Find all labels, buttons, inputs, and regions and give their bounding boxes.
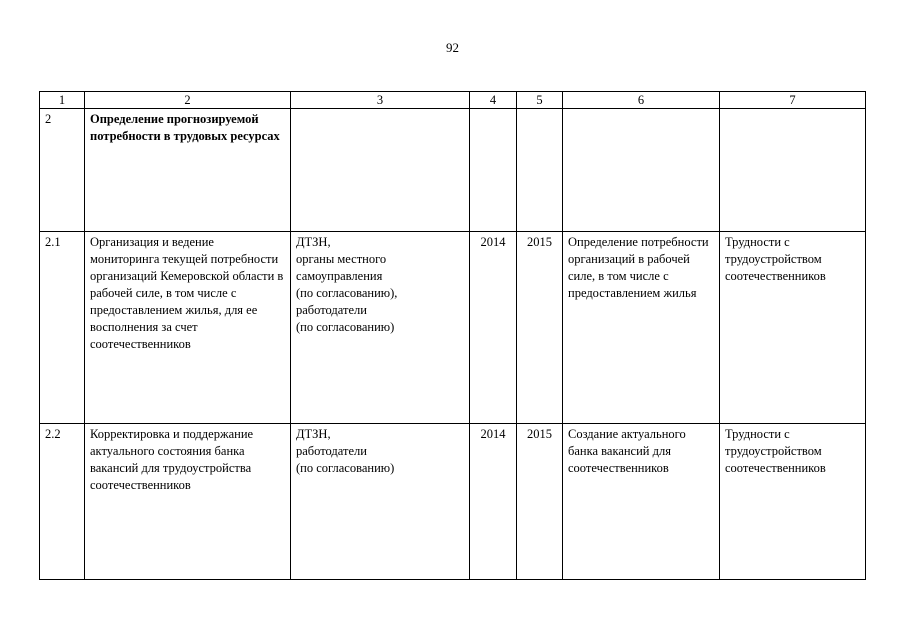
item-number: 2 xyxy=(40,109,85,232)
section-title: Определение прогнозируемой потребности в трудовых ресурсах xyxy=(85,109,291,232)
page-number: 92 xyxy=(446,40,459,55)
expected-result-cell: Создание актуального банка вакансий для соотечественников xyxy=(563,424,720,580)
table-row-section xyxy=(40,109,866,232)
start-year-cell: 2014 xyxy=(470,232,517,424)
executor-cell xyxy=(291,424,470,580)
start-year-cell: 2014 xyxy=(470,424,517,580)
column-number-4: 4 xyxy=(470,92,517,109)
end-year-cell: 2015 xyxy=(517,424,563,580)
activity-title: Организация и ведение мониторинга текущей потребности организаций Кемеровской области в рабочей силе, в том числе с предоставлением жилья, для ее восполнения за счет соотечественников xyxy=(85,232,291,424)
column-number-3: 3 xyxy=(291,92,470,109)
column-number-5: 5 xyxy=(517,92,563,109)
executor-text: ДТЗН, органы местного самоуправления (по согласованию), работодатели (по согласованию) xyxy=(296,235,398,334)
start-year-cell xyxy=(470,109,517,232)
item-number: 2.2 xyxy=(40,424,85,580)
problem-cell: Трудности с трудоустройством соотечественников xyxy=(720,424,866,580)
table-row xyxy=(40,232,866,424)
expected-result-cell xyxy=(563,109,720,232)
action-plan-table xyxy=(39,91,866,580)
table-row xyxy=(40,424,866,580)
end-year-cell xyxy=(517,109,563,232)
executor-cell xyxy=(291,232,470,424)
column-number-6: 6 xyxy=(563,92,720,109)
executor-text: ДТЗН, работодатели (по согласованию) xyxy=(296,427,395,475)
column-number-2: 2 xyxy=(85,92,291,109)
column-number-1: 1 xyxy=(40,92,85,109)
problem-cell: Трудности с трудоустройством соотечественников xyxy=(720,232,866,424)
executor-cell xyxy=(291,109,470,232)
column-number-7: 7 xyxy=(720,92,866,109)
expected-result-cell: Определение потребности организаций в рабочей силе, в том числе с предоставлением жилья xyxy=(563,232,720,424)
item-number: 2.1 xyxy=(40,232,85,424)
activity-title: Корректировка и поддержание актуального состояния банка вакансий для трудоустройства соотечественников xyxy=(85,424,291,580)
problem-cell xyxy=(720,109,866,232)
table-header-row xyxy=(40,92,866,109)
end-year-cell: 2015 xyxy=(517,232,563,424)
